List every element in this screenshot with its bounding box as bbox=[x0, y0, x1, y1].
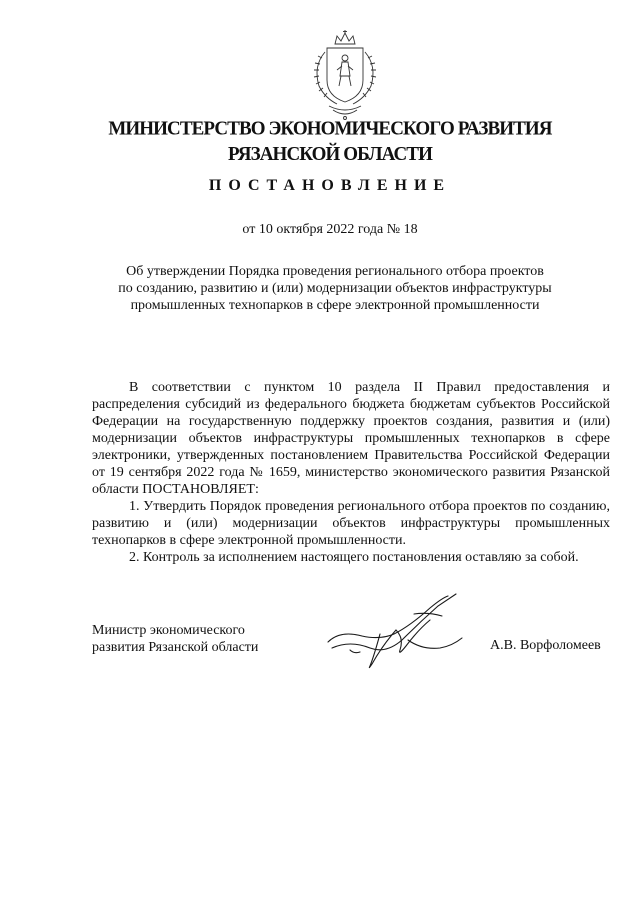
subject-line-2: по созданию, развитию и (или) модернизации объектов инфраструктуры bbox=[118, 281, 552, 296]
signatory-name: А.В. Ворфоломеев bbox=[490, 638, 601, 653]
document-body bbox=[92, 379, 610, 566]
ministry-name bbox=[80, 117, 580, 167]
document-subject bbox=[80, 263, 590, 314]
signatory-title-line-2: развития Рязанской области bbox=[92, 640, 259, 655]
item-1-paragraph: 1. Утвердить Порядок проведения регионального отбора проектов по созданию, развитию и (или) модернизации объектов инфраструктуры промышленных технопарков в сфере электронной промышленности. bbox=[92, 499, 610, 548]
handwritten-signature bbox=[310, 590, 470, 675]
coat-of-arms-emblem bbox=[305, 30, 385, 122]
ministry-name-line-1: МИНИСТЕРСТВО ЭКОНОМИЧЕСКОГО РАЗВИТИЯ bbox=[108, 117, 552, 140]
ministry-name-line-2: РЯЗАНСКОЙ ОБЛАСТИ bbox=[228, 143, 432, 166]
item-2-paragraph: 2. Контроль за исполнением настоящего постановления оставляю за собой. bbox=[129, 550, 579, 565]
document-date-number: от 10 октября 2022 года № 18 bbox=[242, 222, 418, 237]
preamble-paragraph: В соответствии с пунктом 10 раздела II Правил предоставления и распределения субсидий из федерального бюджета бюджетам субъектов Российской Федерации на государственную поддержку проектов создания, развития и (или) модернизации объектов инфраструктуры промышленных технопарков в сфере электроники, утвержденных постановлением Правительства Российской Федерации от 19 сентября 2022 года № 1659, министерство экономического развития Рязанской области ПОСТАНОВЛЯЕТ: bbox=[92, 380, 610, 497]
document-type: ПОСТАНОВЛЕНИЕ bbox=[208, 177, 452, 194]
subject-line-3: промышленных технопарков в сфере электронной промышленности bbox=[130, 298, 540, 313]
signatory-title-line-1: Министр экономического bbox=[92, 623, 245, 638]
subject-line-1: Об утверждении Порядка проведения регионального отбора проектов bbox=[126, 264, 544, 279]
signatory-title bbox=[92, 622, 312, 656]
